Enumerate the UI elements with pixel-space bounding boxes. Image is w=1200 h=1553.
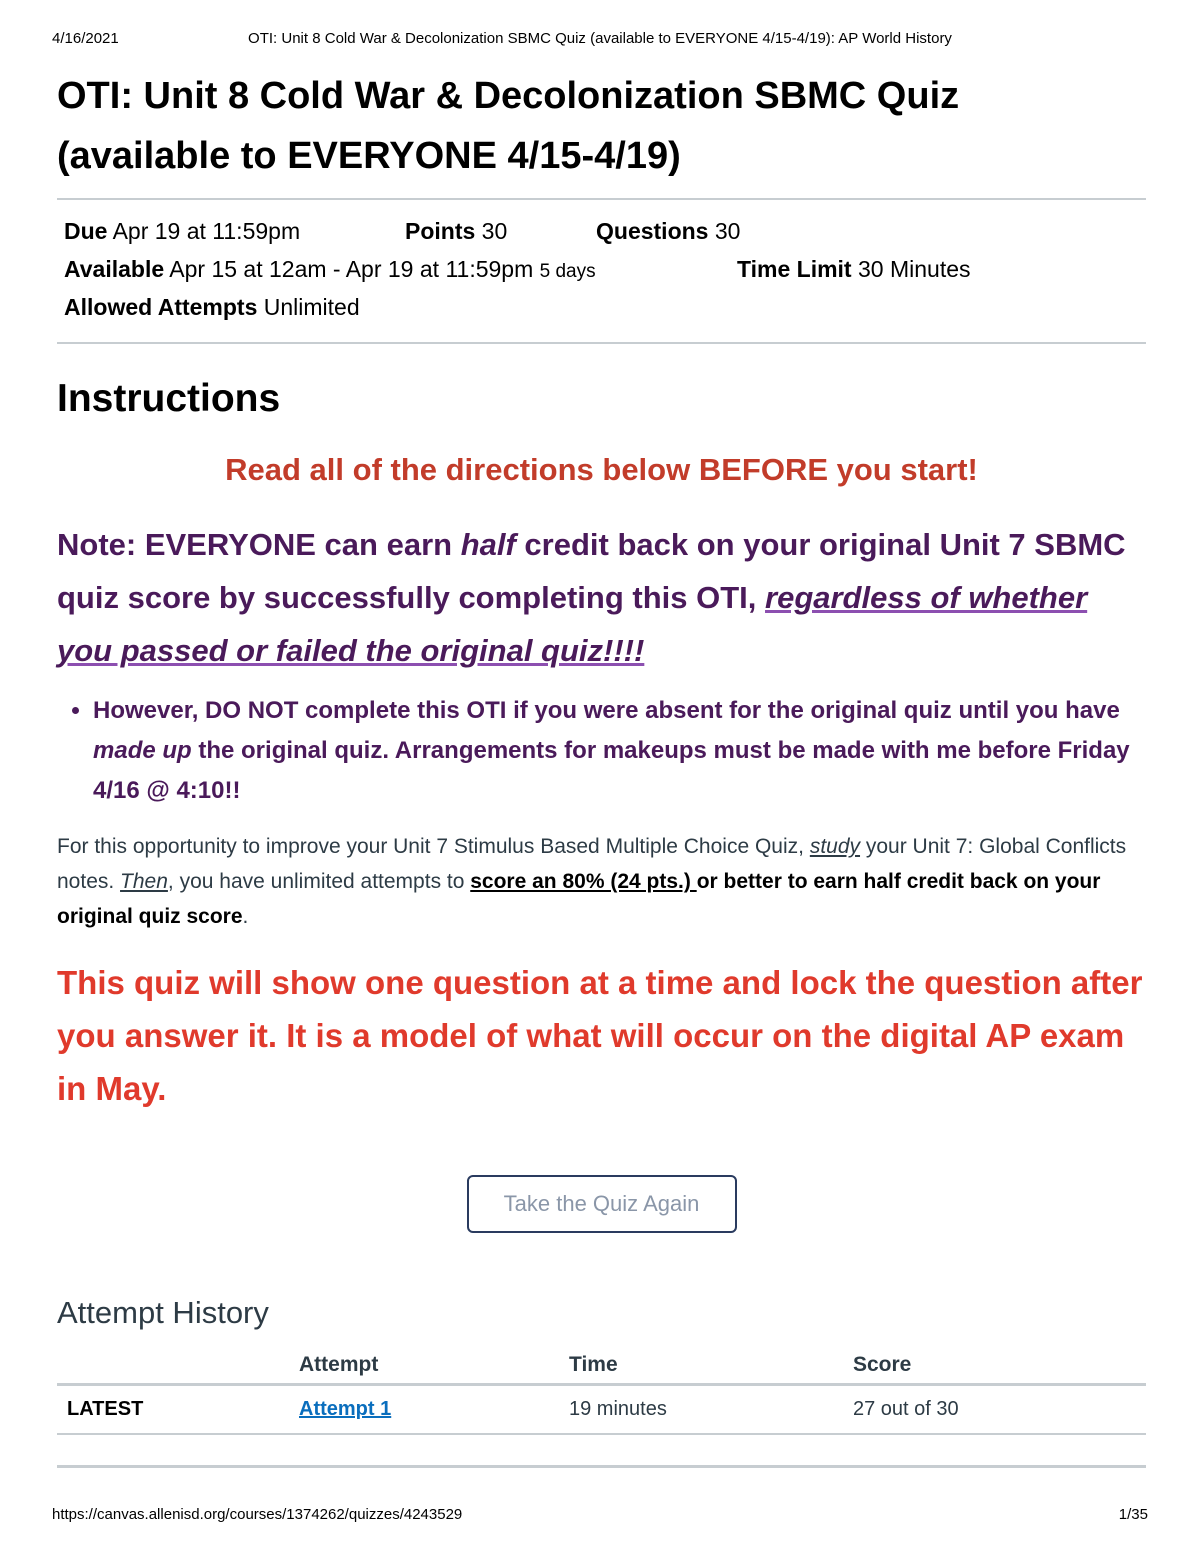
attempt-history-heading: Attempt History [57,1295,269,1330]
attempt-link[interactable]: Attempt 1 [299,1398,392,1420]
time-limit-value: 30 Minutes [858,256,971,282]
available-value: Apr 15 at 12am - Apr 19 at 11:59pm [169,256,534,282]
time-limit-detail [737,256,971,283]
available-days: 5 days [539,261,596,282]
attempts-value: Unlimited [263,294,360,320]
available-label: Available [64,256,165,282]
attempt-time: 19 minutes [569,1385,853,1435]
page-title [57,66,1146,186]
quiz-page [57,66,1146,1468]
attempts-detail [64,294,360,321]
available-detail [64,256,596,283]
questions-label: Questions [596,218,709,244]
attempt-score: 27 out of 30 [853,1385,1146,1435]
instructions-heading: Instructions [57,377,281,420]
points-value: 30 [481,218,508,244]
half-credit-note: Note: EVERYONE can earn half credit back on your original Unit 7 SBMC quiz score by successfully completing this OTI, regardless of whether you passed or failed the original quiz!!!! [57,527,1126,668]
column-header-label [57,1347,299,1385]
due-label: Due [64,218,108,244]
print-doc-title: OTI: Unit 8 Cold War & Decolonization SBMC Quiz (available to EVERYONE 4/15-4/19): AP World History [248,30,952,47]
table-row [57,1385,1146,1435]
time-limit-label: Time Limit [737,256,852,282]
read-directions-warning: Read all of the directions below BEFORE you start! [225,452,978,487]
instruction-bullets [57,691,1146,811]
print-url: https://canvas.allenisd.org/courses/1374262/quizzes/4243529 [52,1506,463,1523]
divider [57,342,1146,344]
divider [57,1465,1146,1468]
column-header-time: Time [569,1347,853,1385]
page-number: 1/35 [1118,1506,1148,1523]
column-header-score: Score [853,1347,1146,1385]
opportunity-paragraph: For this opportunity to improve your Unit 7 Stimulus Based Multiple Choice Quiz, study your Unit 7: Global Conflicts notes. Then, you have unlimited attempts to score an 80% (24 pts.) or better to earn half credit back on your original quiz score. [57,835,1127,928]
points-detail [405,218,507,245]
take-quiz-again-button[interactable]: Take the Quiz Again [467,1175,737,1233]
page-title-line2: (available to EVERYONE 4/15-4/19) [57,135,681,177]
note-emphasis: regardless of whether you passed or failed the original quiz!!!! [57,580,1088,668]
questions-value: 30 [714,218,741,244]
due-detail [64,218,300,245]
due-value: Apr 19 at 11:59pm [112,218,301,244]
print-date: 4/16/2021 [52,30,119,47]
column-header-attempt: Attempt [299,1347,569,1385]
attempts-label: Allowed Attempts [64,294,258,320]
table-header-row [57,1347,1146,1385]
questions-detail [596,218,740,245]
list-item: • However, DO NOT complete this OTI if you were absent for the original quiz until you have made up the original quiz. Arrangements for makeups must be made with me before Friday 4/16 @ 4:10!! [93,691,1146,811]
quiz-details [57,200,1146,340]
points-label: Points [405,218,476,244]
attempt-history-table [57,1347,1146,1435]
lock-question-notice: This quiz will show one question at a time and lock the question after you answer it. It is a model of what will occur on the digital AP exam in May. [57,964,1143,1107]
page-title-line1: OTI: Unit 8 Cold War & Decolonization SBMC Quiz [57,75,960,117]
latest-label: LATEST [57,1385,299,1435]
